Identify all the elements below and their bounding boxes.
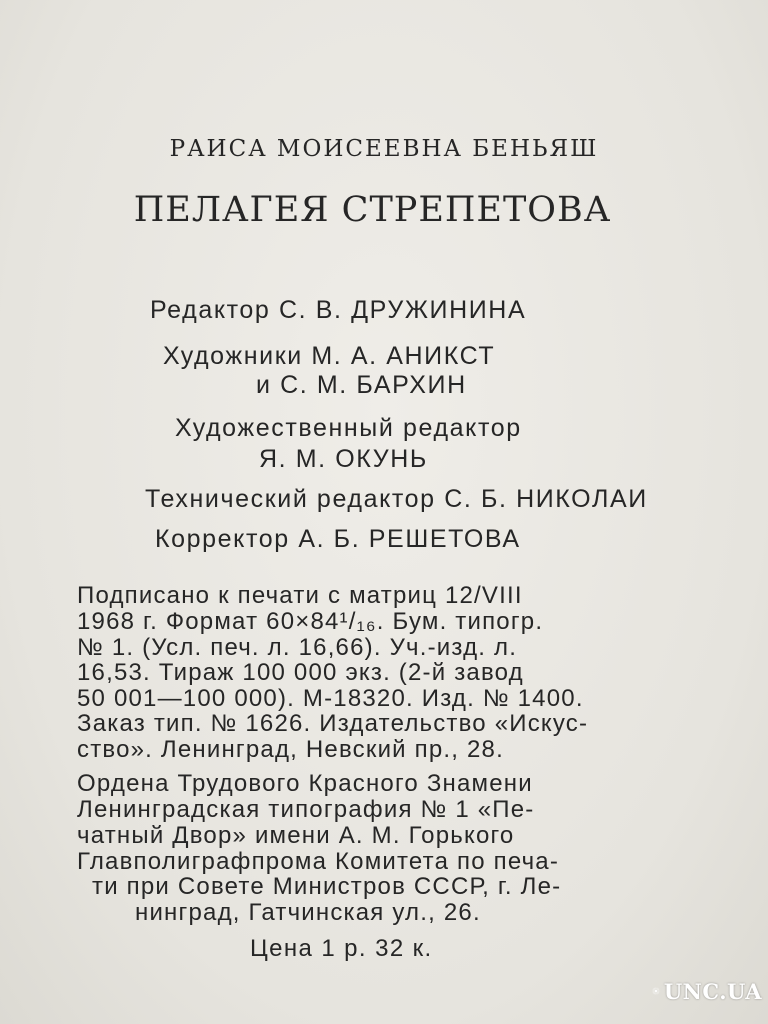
credit-proofreader: Корректор А. Б. РЕШЕТОВА bbox=[155, 525, 521, 553]
imprint-line: № 1. (Усл. печ. л. 16,66). Уч.-изд. л. bbox=[77, 634, 518, 661]
credit-technical-editor: Технический редактор С. Б. НИКОЛАИ bbox=[145, 485, 648, 513]
printer-line: Ленинградская типография № 1 «Пе- bbox=[77, 796, 535, 823]
credit-art-editor-name: Я. М. ОКУНЬ bbox=[259, 445, 428, 473]
credit-editor: Редактор С. В. ДРУЖИНИНА bbox=[150, 296, 527, 324]
imprint-line: ство». Ленинград, Невский пр., 28. bbox=[77, 736, 504, 763]
book-price: Цена 1 р. 32 к. bbox=[250, 935, 433, 962]
sun-icon bbox=[652, 976, 660, 1006]
imprint-line: 16,53. Тираж 100 000 экз. (2-й завод bbox=[77, 659, 524, 686]
printer-line: нинград, Гатчинская ул., 26. bbox=[135, 899, 481, 926]
credit-artists-second: и С. М. БАРХИН bbox=[256, 371, 467, 399]
watermark-text: UNC.UA bbox=[663, 978, 762, 1004]
imprint-line: 1968 г. Формат 60×84¹/₁₆. Бум. типогр. bbox=[77, 608, 544, 635]
book-title: ПЕЛАГЕЯ СТРЕПЕТОВА bbox=[133, 190, 612, 230]
imprint-line: Заказ тип. № 1626. Издательство «Искус- bbox=[77, 710, 589, 737]
printer-line: чатный Двор» имени А. М. Горького bbox=[77, 822, 515, 849]
credit-art-editor-role: Художественный редактор bbox=[175, 414, 522, 442]
watermark bbox=[652, 968, 762, 1014]
author-name: РАИСА МОИСЕЕВНА БЕНЬЯШ bbox=[169, 136, 599, 162]
imprint-line: Подписано к печати с матриц 12/VIII bbox=[77, 582, 523, 609]
printer-line: Главполиграфпрома Комитета по печа- bbox=[77, 848, 560, 875]
printer-line: ти при Совете Министров СССР, г. Ле- bbox=[92, 873, 562, 900]
printer-line: Ордена Трудового Красного Знамени bbox=[77, 770, 533, 797]
credit-artists: Художники М. А. АНИКСТ bbox=[163, 342, 496, 370]
imprint-line: 50 001—100 000). М-18320. Изд. № 1400. bbox=[77, 685, 584, 712]
